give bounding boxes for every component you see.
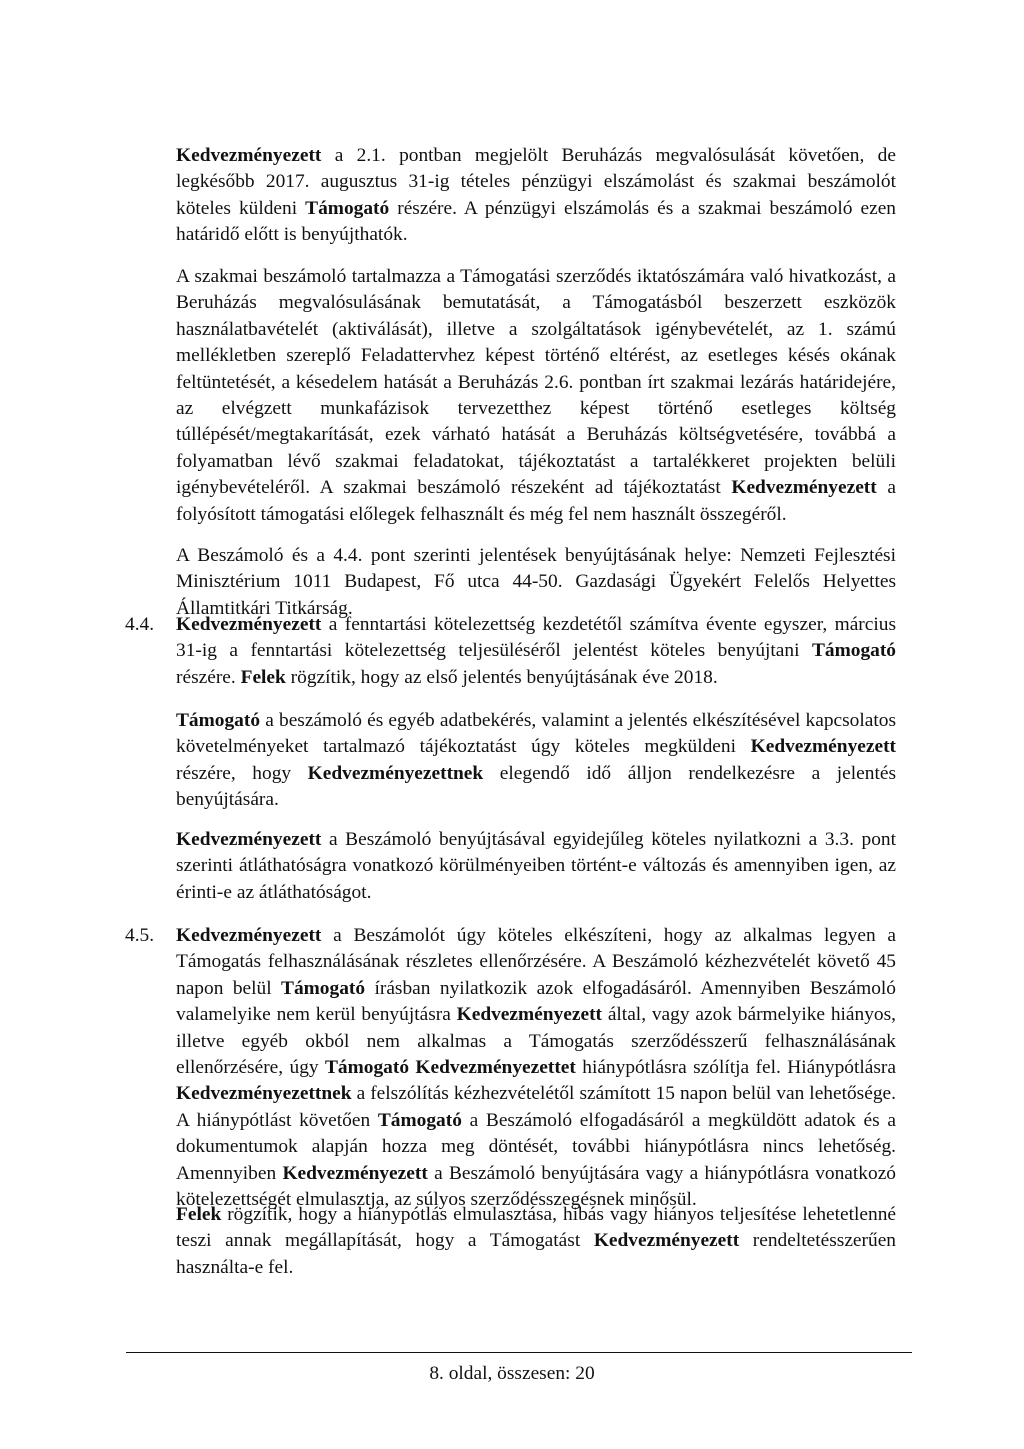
text-run: a folyósított támogatási előlegek felhasznált és még fel nem használt összegéről. <box>176 477 896 525</box>
bold-term: Kedvezményezett <box>176 829 322 850</box>
paragraph-deficiency-consequence <box>176 1202 896 1281</box>
text-run: részére, hogy <box>176 762 308 784</box>
bold-term: Kedvezményezett <box>593 1230 740 1252</box>
section-number-4-5: 4.5. <box>125 925 155 946</box>
bold-term: Felek <box>176 1204 222 1225</box>
bold-term: Kedvezményezett <box>176 145 322 166</box>
text-run: a Beszámoló benyújtásával egyidejűleg köteles nyilatkozni a 3.3. pont szerinti átláthatóságra vonatkozó körülményeiben történt-e változás és amennyiben igen, az érinti-e az átláthatóságot. <box>176 829 896 903</box>
bold-term: Támogató <box>305 197 390 219</box>
bold-term: Támogató <box>377 1109 462 1131</box>
text-run: rögzítik, hogy az első jelentés benyújtásának éve 2018. <box>285 666 718 688</box>
page-number-footer: 8. oldal, összesen: 20 <box>429 1363 595 1384</box>
text-run: részére. <box>176 666 241 688</box>
bold-term: Kedvezményezett <box>731 477 877 499</box>
bold-term: Kedvezményezett <box>750 736 896 758</box>
bold-term: Támogató Kedvezményezettet <box>325 1057 576 1079</box>
bold-term: Támogató <box>811 640 896 662</box>
paragraph-report-contents <box>176 264 896 528</box>
footer-rule <box>126 1352 912 1353</box>
bold-term: Támogató <box>176 710 261 731</box>
text-run: A Beszámoló és a 4.4. pont szerinti jelentések benyújtásának helye: Nemzeti Fejlesztési Minisztérium 1011 Budapest, Fő utca 44-50. Gazdasági Ügyekért Felelős Helyettes Államtitkári Titkárság. <box>176 545 896 619</box>
text-run: A szakmai beszámoló tartalmazza a Támogatási szerződés iktatószámára való hivatkozást, a Beruházás megvalósulásának bemutatását, a Támogatásból beszerzett eszközök használatbavételét (aktiválását), illetve a szolgáltatások igénybevételét, az 1. számú mellékletben szereplő Feladattervhez képest történő eltérést, az esetleges késés okának feltüntetését, a késedelem hatását a Beruházás 2.6. pontban írt szakmai lezárás határidejére, az elvégzett munkafázisok tervezetthez képest történő esetleges költség túllépését/megtakarítását, ezek várható hatását a Beruházás költségvetésére, továbbá a folyamatban lévő szakmai feladatokat, tájékoztatást a tartalékkeret projekten belüli igénybevételéről. A szakmai beszámoló részeként ad tájékoztatást <box>176 266 896 499</box>
paragraph-submission-address <box>176 543 896 622</box>
bold-term: Kedvezményezett <box>282 1162 428 1184</box>
text-run: elegendő idő álljon rendelkezésre a jelentés benyújtására. <box>176 762 896 811</box>
text-run: által, vagy azok bármelyike hiányos, illetve egyéb okból nem alkalmas a Támogatás szerződésszerű felhasználásának ellenőrzésére, úgy <box>176 1004 896 1079</box>
section-number-4-4: 4.4. <box>125 614 155 635</box>
bold-term: Kedvezményezettnek <box>176 1083 352 1105</box>
bold-term: Kedvezményezett <box>176 614 322 635</box>
bold-term: Kedvezményezett <box>176 925 322 946</box>
text-run: a beszámoló és egyéb adatbekérés, valamint a jelentés elkészítésével kapcsolatos követelményeket tartalmazó tájékoztatást úgy köteles megküldeni <box>176 710 896 758</box>
text-run: a Beszámolót úgy köteles elkészíteni, hogy az alkalmas legyen a Támogatás felhasználásának részletes ellenőrzésére. A Beszámoló kézhezvételét követő 45 napon belül <box>176 925 896 999</box>
text-run: a felszólítás kézhezvételétől számított 15 napon belül van lehetősége. A hiánypótlást követően <box>176 1083 896 1131</box>
bold-term: Felek <box>240 666 286 688</box>
text-run: a fenntartási kötelezettség kezdetétől számítva évente egyszer, március 31-ig a fenntartási kötelezettség teljesüléséről jelentést köteles benyújtani <box>176 614 896 662</box>
text-run: írásban nyilatkozik azok elfogadásáról. Amennyiben Beszámoló valamelyike nem kerül benyújtásra <box>176 977 896 1026</box>
paragraph-settlement-deadline <box>176 143 896 249</box>
text-run: a Beszámoló benyújtására vagy a hiánypótlásra vonatkozó kötelezettségét elmulasztja, az súlyos szerződésszegésnek minősül. <box>176 1162 896 1211</box>
text-run: rögzítik, hogy a hiánypótlás elmulasztása, hibás vagy hiányos teljesítése lehetetlenné teszi annak megállapítását, hogy a Támogatást <box>176 1204 896 1252</box>
bold-term: Kedvezményezettnek <box>307 762 484 784</box>
paragraph-annual-report <box>176 612 896 691</box>
text-run: hiánypótlásra szólítja fel. Hiánypótlásra <box>575 1057 896 1079</box>
paragraph-requirements-info <box>176 708 896 814</box>
text-run: rendeltetésszerűen használta-e fel. <box>176 1230 896 1278</box>
bold-term: Támogató <box>281 977 366 999</box>
paragraph-report-acceptance <box>176 923 896 1213</box>
text-run: részére. A pénzügyi elszámolás és a szakmai beszámoló ezen határidő előtt is benyújthatók. <box>176 197 896 246</box>
text-run: a 2.1. pontban megjelölt Beruházás megvalósulását követően, de legkésőbb 2017. augusztus 31-ig tételes pénzügyi elszámolást és szakmai beszámolót köteles küldeni <box>176 145 896 219</box>
bold-term: Kedvezményezett <box>456 1004 602 1026</box>
text-run: a Beszámoló elfogadásáról a megküldött adatok és a dokumentumok alapján hozza meg döntését, további hiánypótlásra nincs lehetőség. Amennyiben <box>176 1109 897 1184</box>
paragraph-transparency-declaration <box>176 827 896 906</box>
